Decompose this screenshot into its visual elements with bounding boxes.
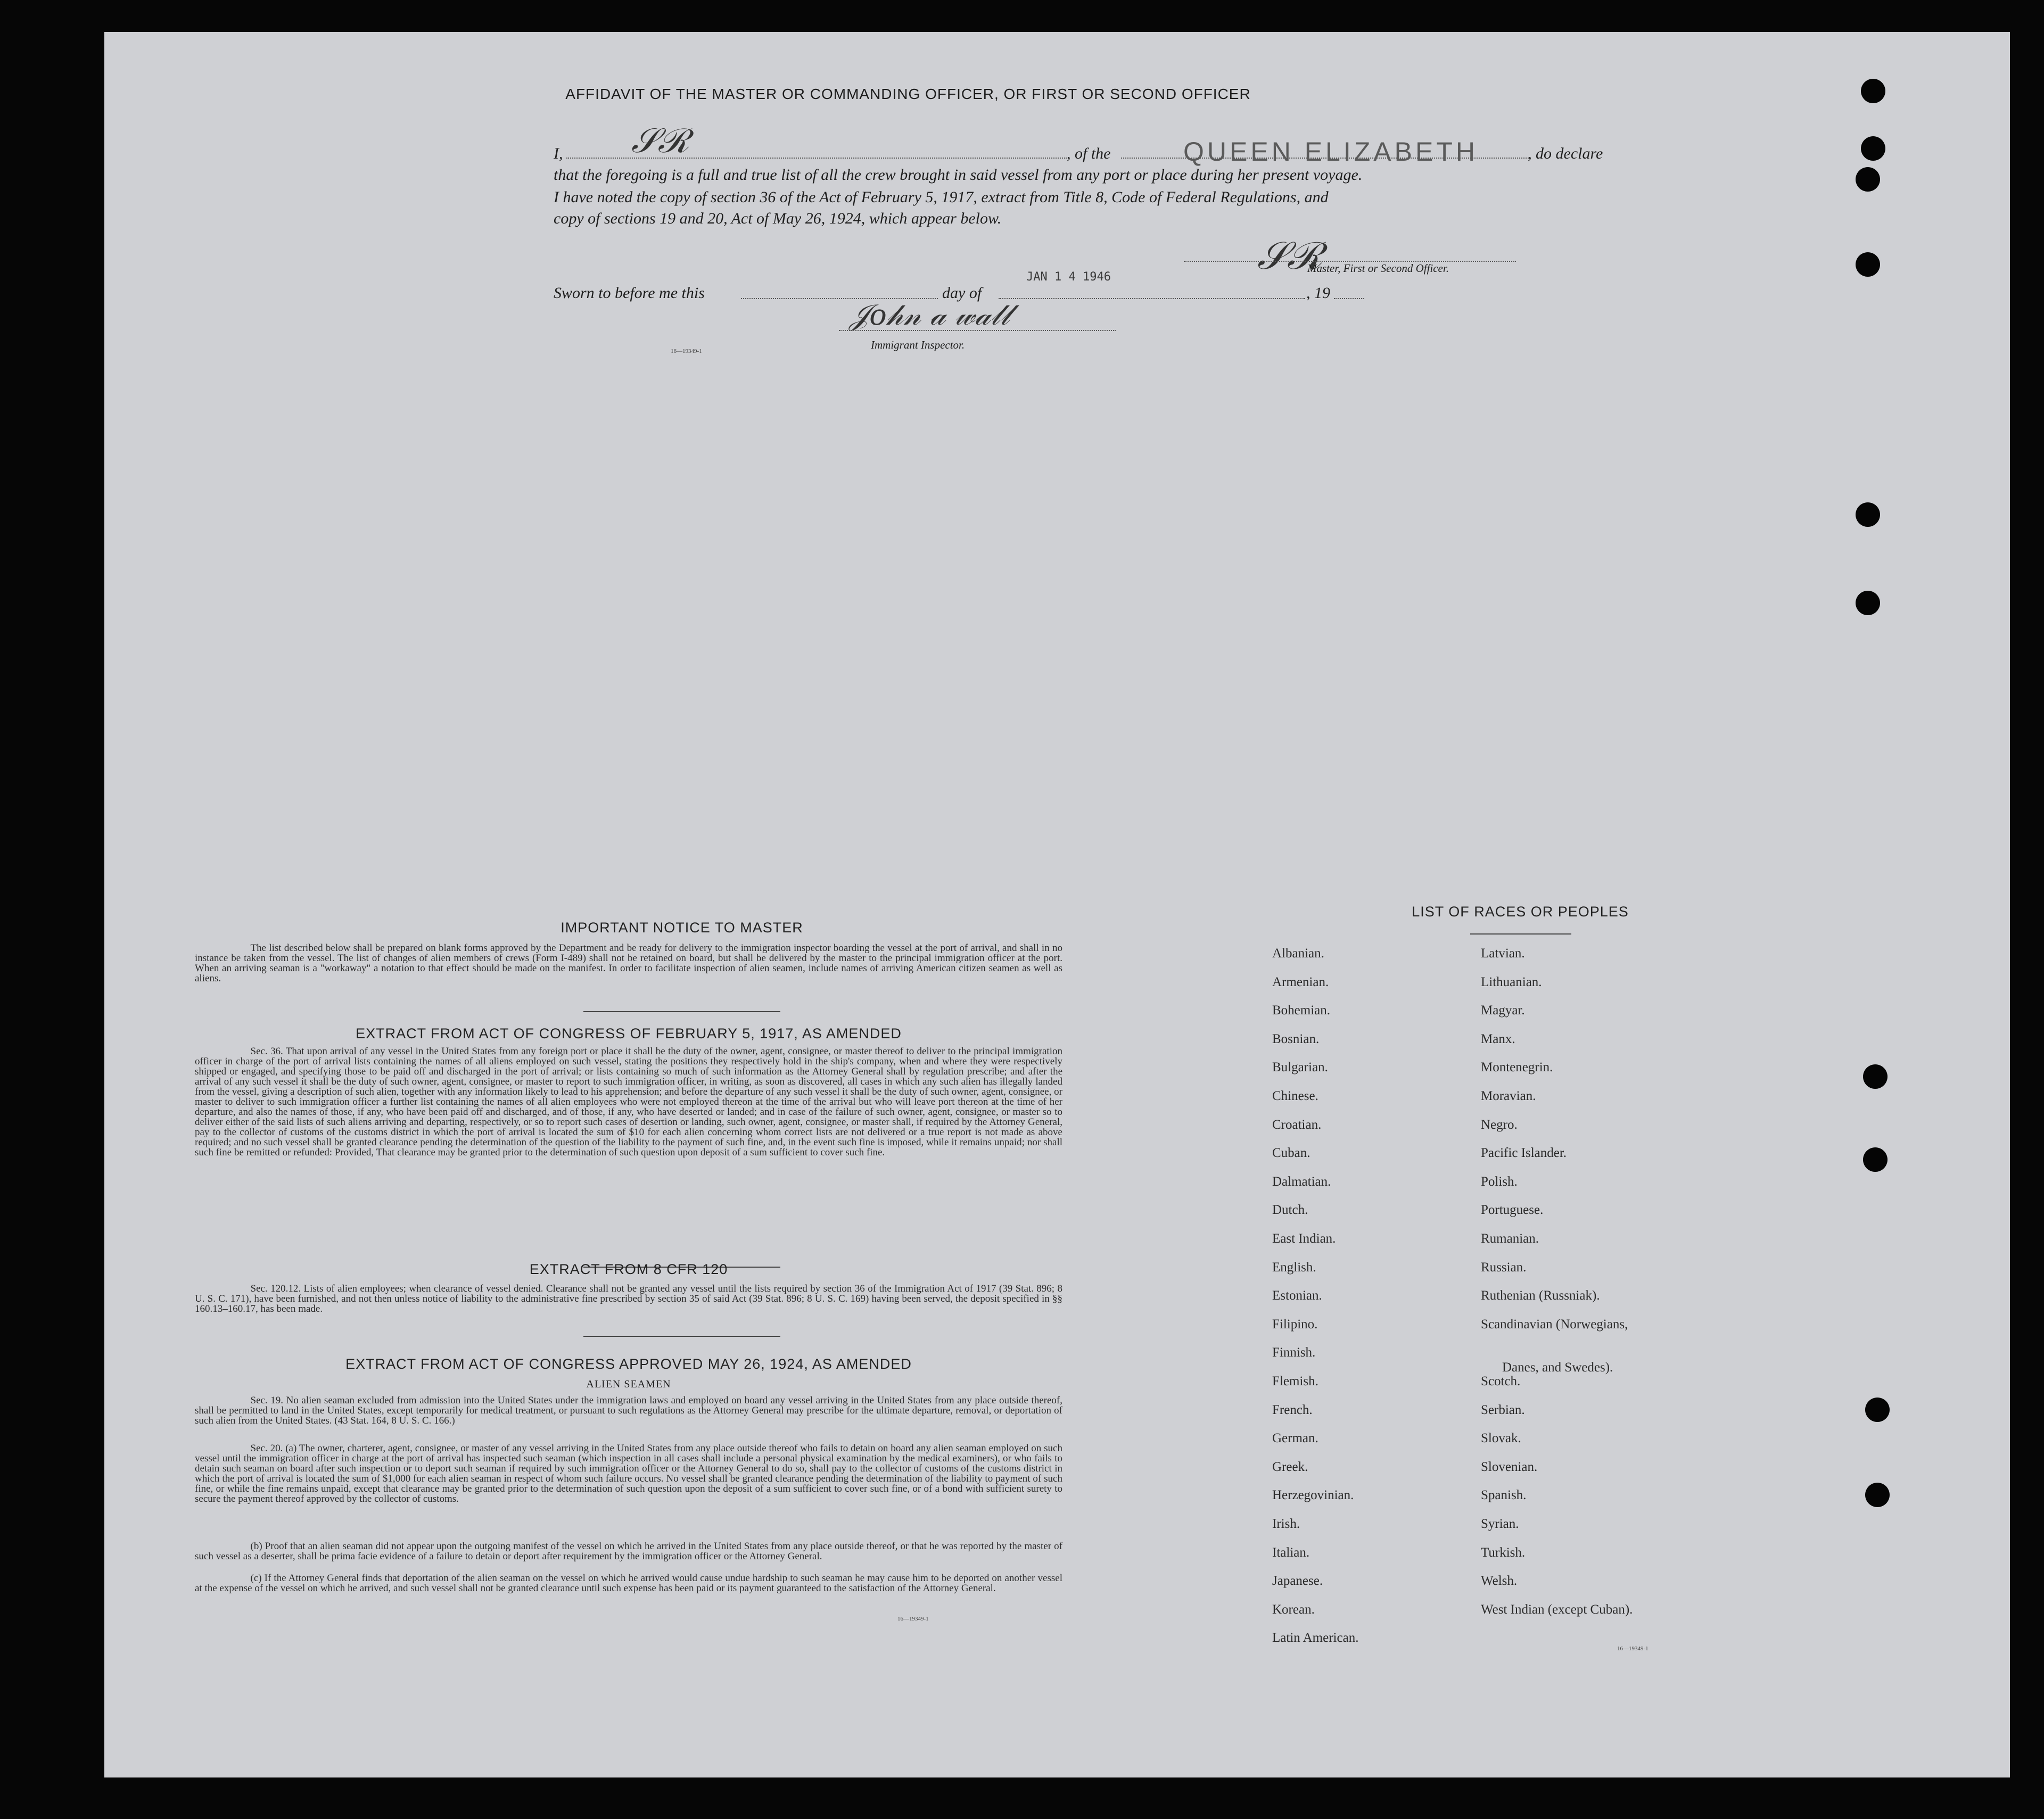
race-item: Korean. — [1272, 1602, 1315, 1617]
race-item: Magyar. — [1481, 1003, 1525, 1018]
race-item: Portuguese. — [1481, 1203, 1544, 1218]
race-item: Spanish. — [1481, 1488, 1527, 1503]
extract-1924-sec20b: (b) Proof that an alien seaman did not appear upon the outgoing manifest of the vessel on which he arrived in the United States from any place outside thereof, or that he was reported by the master of such vessel as a deserter, shall be prima facie evidence of a failure to detain or deport after requirement by the immigration officer or the Attorney General. — [195, 1541, 1062, 1562]
race-item: German. — [1272, 1431, 1318, 1446]
race-item: Dutch. — [1272, 1203, 1308, 1218]
race-item: Syrian. — [1481, 1517, 1519, 1531]
affidavit-i: I, — [554, 145, 563, 162]
extract-1924-sec19: Sec. 19. No alien seaman excluded from admission into the United States under the immigration laws and employed on board any vessel arriving in the United States from any place outside thereof, shall be permitted to land in the United States, except temporarily for medical treatment, or pursuant to such regulations as the Attorney General may prescribe for the ultimate departure, removal, or deportation of such alien from the United States. (43 Stat. 164, 8 U. S. C. 166.) — [195, 1395, 1062, 1426]
extract-1924-sec20a: Sec. 20. (a) The owner, charterer, agent, consignee, or master of any vessel arriving in the United States from any place outside thereof who fails to detain on board any alien seaman employed on such vessel until the immigration officer in charge at the port of arrival has inspected such seaman (which inspection in all cases shall include a personal physical examination by the medical examiners), or who fails to detain such seaman on board after such inspection or to deport such seaman if required by such immigration officer or the Attorney General to do so, shall pay to the collector of customs of the customs district in which the port of arrival is located the sum of $1,000 for each alien seaman in respect of whom such failure occurs. No vessel shall be granted clearance pending the determination of the liability to payment of such fine, or while the fine remains unpaid, except that clearance may be granted prior to the determination of such question upon the deposit of a sum sufficient to cover such fine, or of a bond with sufficient surety to secure the payment thereof approved by the collector of customs. — [195, 1443, 1062, 1504]
sworn-day-of: day of — [942, 284, 982, 302]
race-item: Rumanian. — [1481, 1231, 1539, 1246]
binder-hole — [1861, 79, 1885, 103]
affidavit-line-4: copy of sections 19 and 20, Act of May 26, 1924, which appear below. — [554, 210, 1002, 227]
officer-signature-1: 𝒮ℛ — [631, 121, 690, 161]
race-item: Welsh. — [1481, 1574, 1518, 1589]
extract-form-number: 16—19349-1 — [897, 1616, 929, 1622]
binder-hole — [1856, 591, 1880, 615]
binder-hole — [1861, 136, 1885, 161]
race-item: Slovak. — [1481, 1431, 1521, 1446]
inspector-signature: 𝒥𝑜𝒽𝓃 𝒶 𝓌𝒶𝓁𝓁 — [850, 298, 1010, 332]
race-item: Japanese. — [1272, 1574, 1323, 1589]
binder-hole — [1863, 1064, 1888, 1089]
extract-1924-sec20c: (c) If the Attorney General finds that deportation of the alien seaman on the vessel on which he arrived would cause undue hardship to such seaman he may cause him to be deported on another vessel at the expense of the vessel on which he arrived, and such vessel shall not be granted clearance until such expense has been paid or its payment guaranteed to the satisfaction of the Attorney General. — [195, 1573, 1062, 1594]
divider-3 — [583, 1336, 780, 1337]
extract-1917-body: Sec. 36. That upon arrival of any vessel in the United States from any foreign port or place it shall be the duty of the owner, agent, consignee, or master thereof to deliver to the principal immigration officer in charge of the port of arrival lists containing the names of all aliens employed on such vessel, stating the positions they respectively hold in the ship's company, when and where they were respectively shipped or engaged, and specifying those to be paid off and discharged in the port of arrival; or lists containing so much of such information as the Attorney General shall by regulation prescribe; and after the arrival of any such vessel it shall be the duty of such owner, agent, consignee, or master to report to such immigration officer, in writing, as soon as discovered, all cases in which any such alien has illegally landed from the vessel, giving a description of such alien, together with any information likely to lead to his apprehension; and before the departure of any such vessel it shall be the duty of such owner, agent, consignee, or master to deliver to such immigration officer a further list containing the names of all alien employees who were not employed thereon at the time of the arrival but who will leave port thereon at the time of her departure, and also the names of those, if any, who have been paid off and discharged, and of those, if any, who have deserted or landed; and in case of the failure of such owner, agent, consignee, or master so to deliver either of the said lists of such aliens arriving and departing, respectively, or so to report such cases of desertion or landing, such owner, agent, consignee, or master shall, if required by the Attorney General, pay to the collector of customs of the customs district in which the port of arrival is located the sum of $10 for each alien concerning whom correct lists are not delivered or a true report is not made as above required; and no such vessel shall be granted clearance pending the determination of the question of the liability to the payment of such fine, and, in the event such fine is imposed, while it remains unpaid; nor shall such fine be remitted or refunded: Provided, That clearance may be granted prior to the determination of such question upon deposit of a sum sufficient to cover such fine. — [195, 1046, 1062, 1158]
extract-cfr-title: EXTRACT FROM 8 CFR 120 — [529, 1261, 728, 1277]
race-item: Russian. — [1481, 1260, 1527, 1275]
race-item: Herzegovinian. — [1272, 1488, 1354, 1503]
race-item: English. — [1272, 1260, 1316, 1275]
affidavit-declare: , do declare — [1528, 145, 1603, 162]
race-item: Scotch. — [1481, 1374, 1521, 1388]
race-item: Montenegrin. — [1481, 1060, 1553, 1075]
race-item: Serbian. — [1481, 1402, 1525, 1417]
affidavit-title: AFFIDAVIT OF THE MASTER OR COMMANDING OFFICER, OR FIRST OR SECOND OFFICER — [565, 86, 1251, 102]
affidavit-line-3: I have noted the copy of section 36 of the Act of February 5, 1917, extract from Title 8, Code of Federal Regulations, and — [554, 188, 1329, 206]
race-item: Filipino. — [1272, 1317, 1318, 1332]
race-item: Negro. — [1481, 1117, 1518, 1132]
binder-hole — [1865, 1483, 1890, 1507]
affidavit-of-the: , of the — [1067, 145, 1111, 162]
race-item: Ruthenian (Russniak). — [1481, 1288, 1600, 1303]
races-divider — [1470, 933, 1571, 935]
binder-hole — [1856, 502, 1880, 527]
binder-hole — [1865, 1398, 1890, 1422]
affidavit-form-number: 16—19349-1 — [671, 348, 702, 354]
race-item: Albanian. — [1272, 946, 1324, 961]
race-item: Estonian. — [1272, 1288, 1322, 1303]
officer-caption: Master, First or Second Officer. — [1307, 262, 1449, 275]
race-item: Croatian. — [1272, 1117, 1322, 1132]
race-item: Irish. — [1272, 1517, 1300, 1531]
race-item: Latvian. — [1481, 946, 1525, 961]
extract-cfr-body: Sec. 120.12. Lists of alien employees; when clearance of vessel denied. Clearance shall not be granted any vessel until the lists required by section 36 of the Immigration Act of 1917 (39 Stat. 896; 8 U. S. C. 171), have been furnished, and not then unless notice of liability to the administrative fine prescribed by section 35 of said Act (39 Stat. 896; 8 U. S. C. 169) having been served, the deposit specified in §§ 160.13–160.17, has been made. — [195, 1283, 1062, 1314]
notice-body: The list described below shall be prepared on blank forms approved by the Department and be ready for delivery to the immigration inspector boarding the vessel at the port of arrival, and shall in no instance be taken from the vessel. The list of changes of alien members of crews (Form I-489) shall not be retained on board, but shall be delivered by the master to the principal immigration officer at the port. When an arriving seaman is a "workaway" a notation to that effect should be made on the manifest. In order to facilitate inspection of alien seamen, include names of arriving American citizen seamen as well as aliens. — [195, 942, 1062, 984]
race-item: Lithuanian. — [1481, 974, 1542, 989]
race-item: Greek. — [1272, 1459, 1308, 1474]
race-item: Bulgarian. — [1272, 1060, 1328, 1075]
extract-1924-subtitle: ALIEN SEAMEN — [586, 1378, 671, 1390]
binder-hole — [1856, 167, 1880, 192]
race-item: Danes, and Swedes). — [1502, 1360, 1613, 1375]
race-item: Latin American. — [1272, 1631, 1359, 1646]
race-item: Italian. — [1272, 1545, 1310, 1560]
race-item: Pacific Islander. — [1481, 1146, 1567, 1161]
races-form-number: 16—19349-1 — [1617, 1646, 1649, 1652]
inspector-signature-line — [839, 330, 1116, 331]
form-page — [104, 32, 2010, 1777]
race-item: East Indian. — [1272, 1231, 1336, 1246]
extract-1924-title: EXTRACT FROM ACT OF CONGRESS APPROVED MAY 26, 1924, AS AMENDED — [345, 1356, 912, 1372]
race-item: Scandinavian (Norwegians, — [1481, 1317, 1628, 1332]
race-item: Slovenian. — [1481, 1459, 1538, 1474]
races-title: LIST OF RACES OR PEOPLES — [1412, 904, 1629, 920]
ship-name: QUEEN ELIZABETH — [1183, 137, 1478, 167]
race-item: Finnish. — [1272, 1345, 1316, 1360]
race-item: Bohemian. — [1272, 1003, 1331, 1018]
binder-hole — [1863, 1147, 1888, 1172]
notice-title: IMPORTANT NOTICE TO MASTER — [561, 920, 803, 936]
race-item: Moravian. — [1481, 1089, 1536, 1103]
race-item: Dalmatian. — [1272, 1174, 1331, 1189]
date-stamp: JAN 1 4 1946 — [1026, 270, 1111, 284]
race-item: West Indian (except Cuban). — [1481, 1602, 1633, 1617]
extract-1917-title: EXTRACT FROM ACT OF CONGRESS OF FEBRUARY 5, 1917, AS AMENDED — [356, 1026, 902, 1041]
inspector-caption: Immigrant Inspector. — [871, 338, 965, 351]
sworn-text: Sworn to before me this — [554, 284, 705, 302]
race-item: Armenian. — [1272, 974, 1329, 989]
race-item: Manx. — [1481, 1031, 1515, 1046]
race-item: Cuban. — [1272, 1146, 1311, 1161]
binder-hole — [1856, 252, 1880, 277]
sworn-month-line — [999, 298, 1305, 299]
race-item: French. — [1272, 1402, 1313, 1417]
officer-signature-2: 𝒮ℛ — [1257, 233, 1323, 278]
divider-1 — [583, 1011, 780, 1012]
affidavit-line-2: that the foregoing is a full and true list of all the crew brought in said vessel from any port or place during her present voyage. — [554, 166, 1363, 184]
race-item: Turkish. — [1481, 1545, 1526, 1560]
race-item: Bosnian. — [1272, 1031, 1320, 1046]
race-item: Flemish. — [1272, 1374, 1318, 1388]
race-item: Chinese. — [1272, 1089, 1318, 1103]
sworn-year: , 19 — [1306, 284, 1330, 302]
race-item: Polish. — [1481, 1174, 1518, 1189]
sworn-year-line — [1334, 298, 1364, 299]
